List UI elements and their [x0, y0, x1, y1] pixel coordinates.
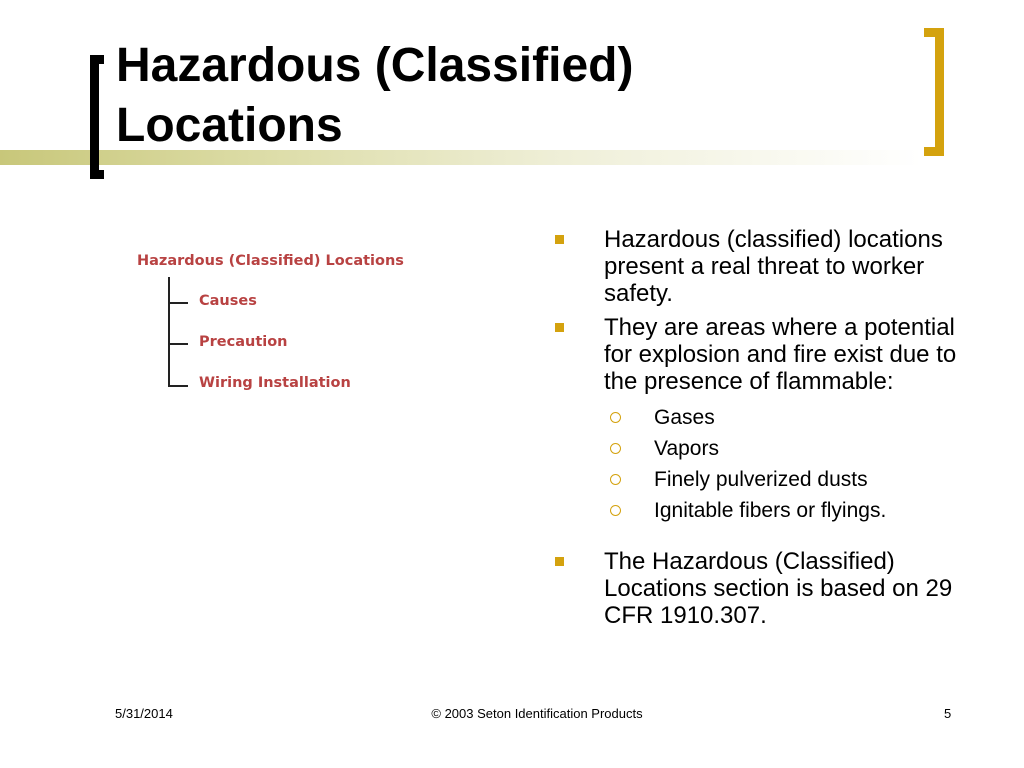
sub-bullet-text: Finely pulverized dusts	[654, 468, 868, 491]
slide-title-line-1: Hazardous (Classified)	[116, 39, 634, 92]
tree-branch-line	[168, 385, 188, 387]
square-bullet-icon	[555, 323, 564, 332]
slide-title	[116, 36, 916, 156]
footer-page-number: 5	[944, 706, 952, 721]
sub-bullet-item	[552, 433, 972, 464]
bullet-item	[552, 226, 972, 307]
tree-branch-line	[168, 302, 188, 304]
square-bullet-icon	[555, 235, 564, 244]
circle-bullet-icon	[610, 412, 621, 423]
footer-copyright: © 2003 Seton Identification Products	[431, 706, 643, 721]
right-bracket-decoration	[924, 28, 944, 156]
circle-bullet-icon	[610, 474, 621, 485]
circle-bullet-icon	[610, 505, 621, 516]
sub-bullet-item	[552, 464, 972, 495]
slide-title-line-2: Locations	[116, 99, 343, 152]
tree-trunk-line	[168, 277, 170, 387]
tree-branch-line	[168, 343, 188, 345]
hierarchy-diagram	[120, 240, 420, 420]
sub-bullet-item	[552, 402, 972, 433]
bullet-item	[552, 314, 972, 395]
square-bullet-icon	[555, 557, 564, 566]
left-bracket-decoration	[90, 55, 104, 179]
bullet-text: They are areas where a potential for explosion and fire exist due to the presence of flammable:	[604, 314, 957, 395]
circle-bullet-icon	[610, 443, 621, 454]
sub-bullet-item	[552, 495, 972, 526]
spacer	[552, 526, 972, 548]
bullet-item	[552, 548, 972, 629]
bullet-list	[552, 226, 972, 636]
bullet-text: The Hazardous (Classified) Locations section is based on 29 CFR 1910.307.	[604, 548, 953, 629]
sub-bullet-list	[552, 402, 972, 526]
diagram-title: Hazardous (Classified) Locations	[137, 253, 404, 269]
bullet-text: Hazardous (classified) locations present a real threat to worker safety.	[604, 226, 943, 307]
footer-date: 5/31/2014	[115, 706, 173, 721]
sub-bullet-text: Vapors	[654, 437, 719, 460]
sub-bullet-text: Ignitable fibers or flyings.	[654, 499, 887, 522]
diagram-item-causes: Causes	[199, 293, 257, 309]
sub-bullet-text: Gases	[654, 406, 715, 429]
diagram-item-precaution: Precaution	[199, 334, 288, 350]
diagram-item-wiring-installation: Wiring Installation	[199, 375, 351, 391]
